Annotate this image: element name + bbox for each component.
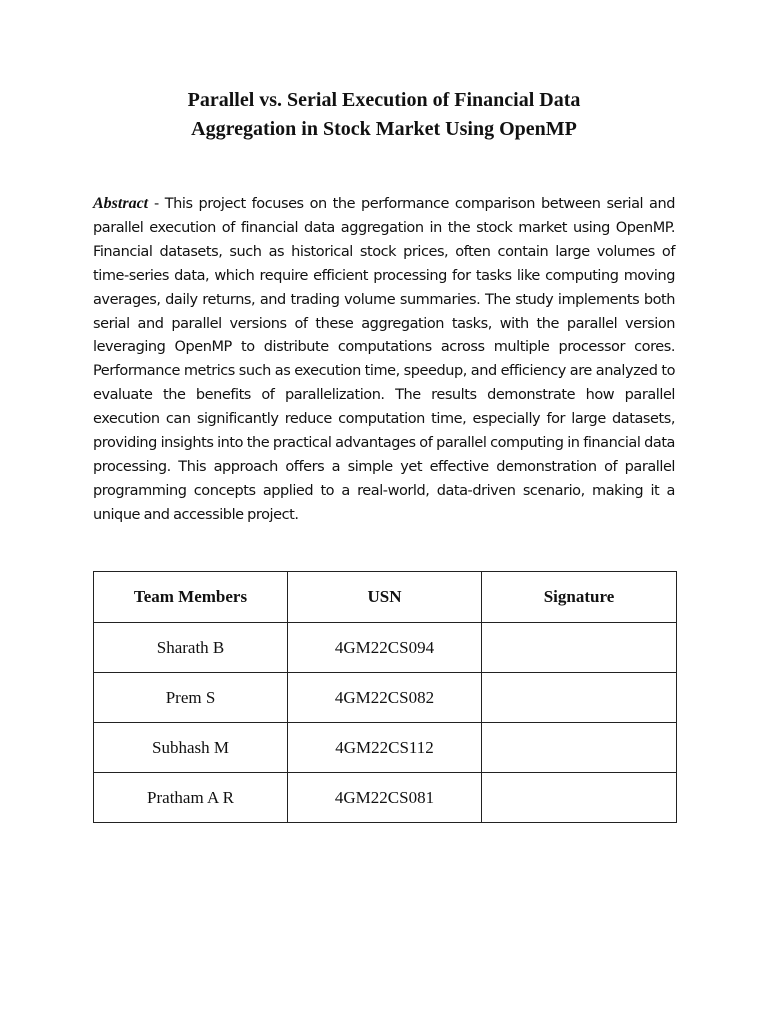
member-usn: 4GM22CS112 [288, 723, 482, 773]
member-usn: 4GM22CS094 [288, 623, 482, 673]
table-row [94, 623, 677, 673]
team-members-table [93, 571, 677, 823]
abstract-text: - This project focuses on the performance comparison between serial and parallel execution of financial data aggregation in the stock market using OpenMP. Financial datasets, such as historical stock prices, often contain large volumes of time-series data, which require efficient processing for tasks like computing moving averages, daily returns, and trading volume summaries. The study implements both serial and parallel versions of these aggregation tasks, with the parallel version leveraging OpenMP to distribute computations across multiple processor cores. Performance metrics such as execution time, speedup, and efficiency are analyzed to evaluate the benefits of parallelization. The results demonstrate how parallel execution can significantly reduce computation time, especially for large datasets, providing insights into the practical advantages of parallel computing in financial data processing. This approach offers a simple yet effective demonstration of parallel programming concepts applied to a real-world, data-driven scenario, making it a unique and accessible project. [93, 196, 675, 523]
member-name: Sharath B [94, 623, 288, 673]
table-header-row [94, 572, 677, 623]
member-usn: 4GM22CS081 [288, 773, 482, 823]
document-title [93, 86, 675, 144]
abstract-paragraph [93, 192, 675, 528]
member-usn: 4GM22CS082 [288, 673, 482, 723]
signature-cell [482, 723, 677, 773]
signature-cell [482, 773, 677, 823]
title-line-1: Parallel vs. Serial Execution of Financial Data [187, 89, 581, 111]
table-row [94, 673, 677, 723]
member-name: Subhash M [94, 723, 288, 773]
header-usn: USN [288, 572, 482, 623]
member-name: Pratham A R [94, 773, 288, 823]
title-line-2: Aggregation in Stock Market Using OpenMP [191, 118, 577, 140]
signature-cell [482, 673, 677, 723]
table-row [94, 723, 677, 773]
signature-cell [482, 623, 677, 673]
table-row [94, 773, 677, 823]
header-signature: Signature [482, 572, 677, 623]
member-name: Prem S [94, 673, 288, 723]
header-team-members: Team Members [94, 572, 288, 623]
abstract-label: Abstract [93, 195, 149, 212]
